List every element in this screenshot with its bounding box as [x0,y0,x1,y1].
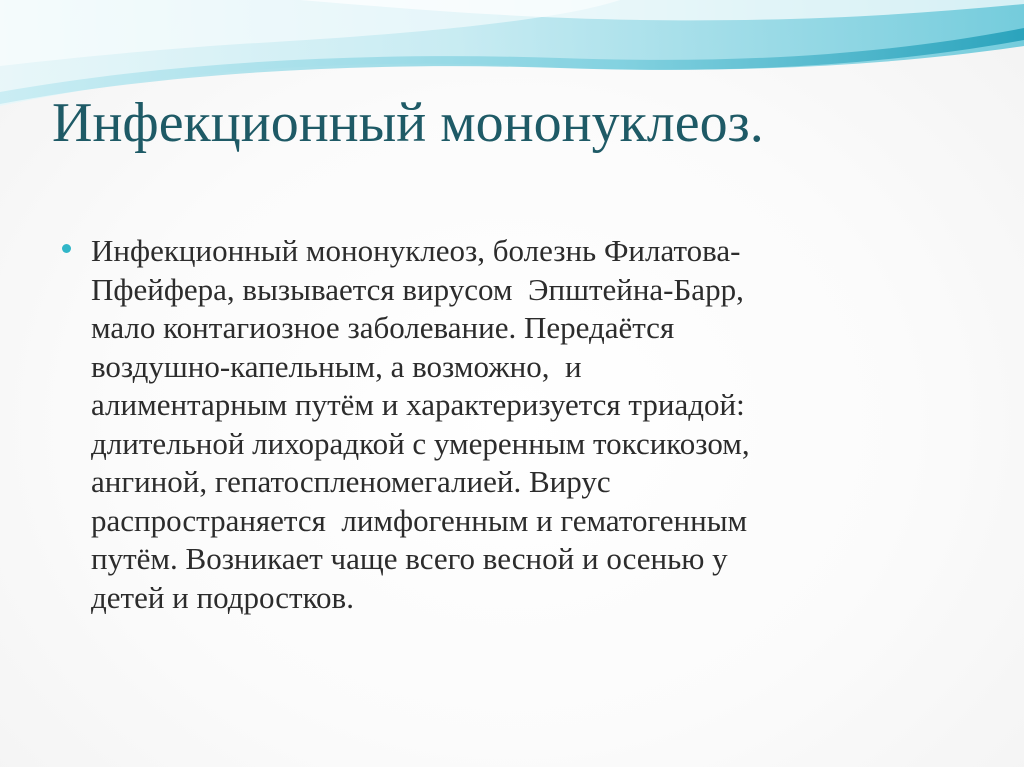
body-line: детей и подростков. [91,579,354,615]
bullet-item [62,232,962,617]
body-line: распространяется лимфогенным и гематогенным [91,502,748,538]
bullet-text [91,232,962,617]
slide-title: Инфекционный мононуклеоз. [52,92,764,154]
body-line: путём. Возникает чаще всего весной и осенью у [91,541,728,576]
body-line: ангиной, гепатоспленомегалией. Вирус [91,464,611,499]
bullet-list [62,232,962,617]
body-line: длительной лихорадкой с умеренным токсикозом, [91,425,750,461]
body-line: алиментарным путём и характеризуется триадой: [91,387,745,422]
body-line: воздушно-капельным, а возможно, и [91,348,582,384]
bullet-dot-icon [62,244,71,253]
body-line: Пфейфера, вызывается вирусом Эпштейна-Барр, [91,271,744,307]
body-line: мало контагиозное заболевание. Передаётся [91,310,675,345]
body-line: Инфекционный мононуклеоз, болезнь Филатова- [91,233,741,268]
